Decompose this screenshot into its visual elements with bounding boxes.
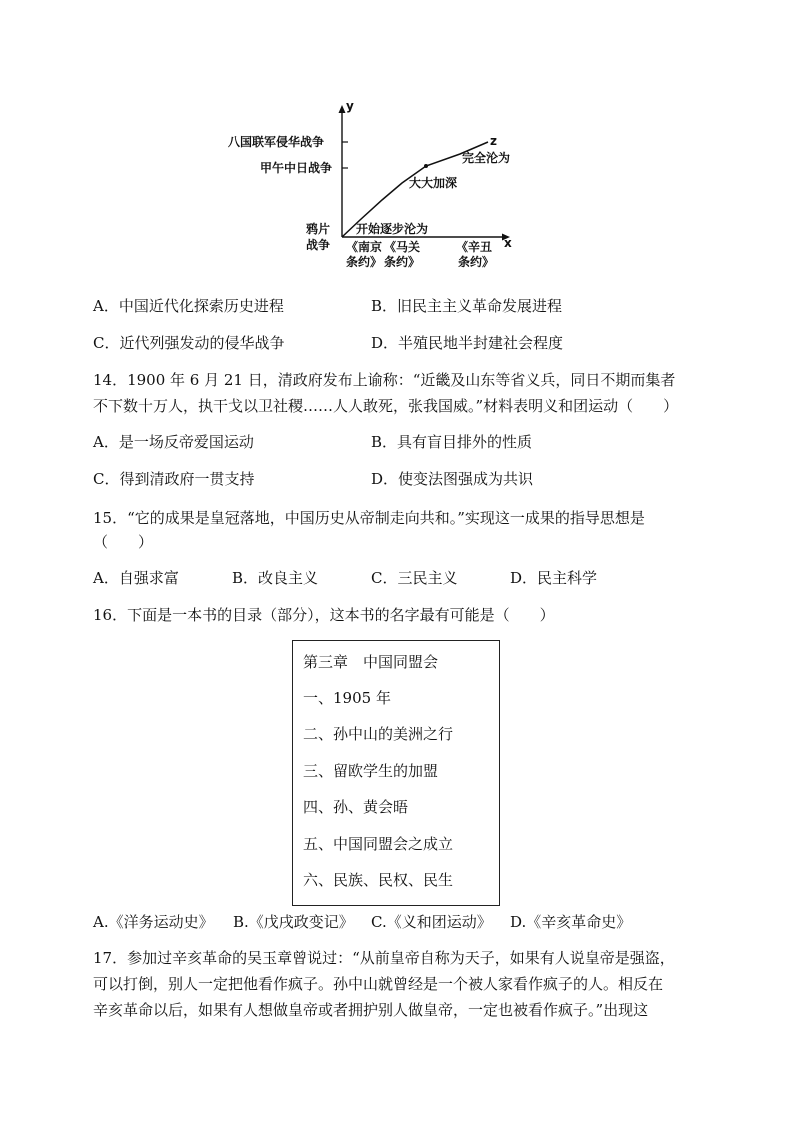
table-of-contents-box [292,640,500,906]
q15-stem-line-1: 15．“它的成果是皇冠落地，中国历史从帝制走向共和。”实现这一成果的指导思想是 [93,509,645,527]
toc-item: 六、民族、民权、民生 [303,871,454,889]
q16-stem: 16．下面是一本书的目录（部分），这本书的名字最有可能是（ ） [93,606,555,624]
x-label-maguan-2: 条约》 [384,255,421,269]
y-axis-arrow [339,105,346,113]
toc-item: 三、留欧学生的加盟 [303,762,439,780]
x-label-xinchou-1: 《辛丑 [456,240,493,254]
q15-option-b[interactable]: B．改良主义 [232,569,319,587]
q17-stem-line-2: 可以打倒，别人一定把他看作疯子。孙中山就曾经是一个被人家看作疯子的人。相反在 [93,975,664,993]
q13-option-b[interactable]: B．旧民主主义革命发展进程 [371,297,563,315]
q14-option-b[interactable]: B．具有盲目排外的性质 [371,433,533,451]
q14-stem-line-2: 不下数十万人，执干戈以卫社稷……人人敢死，张我国威。”材料表明义和团运动（ ） [93,397,679,415]
y-label-sino-japanese: 甲午中日战争 [260,161,333,175]
history-chart [228,95,520,275]
x-label-nanjing-2: 条约》 [346,255,383,269]
curve-end-label: z [490,134,497,148]
q17-stem-line-1: 17．参加过辛亥革命的吴玉章曾说过：“从前皇帝自称为天子，如果有人说皇帝是强盗， [93,949,675,967]
x-label-xinchou-2: 条约》 [458,255,495,269]
annotation-complete: 完全沦为 [462,151,511,165]
q15-stem-line-2: （ ） [93,533,154,551]
x-label-nanjing-1: 《南京 [346,240,383,254]
q13-option-c[interactable]: C．近代列强发动的侵华战争 [93,334,285,352]
toc-item: 二、孙中山的美洲之行 [303,725,454,743]
y-label-opium-1: 鸦片 [306,222,331,236]
annotation-start: 开始逐步沦为 [356,222,429,236]
q16-option-d[interactable]: D.《辛亥革命史》 [510,913,632,931]
annotation-deepen: 大大加深 [409,176,458,190]
toc-chapter-title: 第三章 中国同盟会 [303,653,439,671]
y-label-eight-nation: 八国联军侵华战争 [228,135,325,149]
q15-option-a[interactable]: A．自强求富 [93,569,179,587]
q14-option-d[interactable]: D．使变法图强成为共识 [371,470,534,488]
q13-option-d[interactable]: D．半殖民地半封建社会程度 [371,334,564,352]
q14-option-c[interactable]: C．得到清政府一贯支持 [93,470,255,488]
q17-stem-line-3: 辛亥革命以后，如果有人想做皇帝或者拥护别人做皇帝，一定也被看作疯子。”出现这 [93,1001,649,1019]
q15-option-d[interactable]: D．民主科学 [510,569,598,587]
q13-option-a[interactable]: A．中国近代化探索历史进程 [93,297,284,315]
x-axis-label: x [504,236,512,250]
q16-option-b[interactable]: B.《戊戌政变记》 [233,913,354,931]
x-label-maguan-1: 《马关 [384,240,421,254]
q16-option-a[interactable]: A.《洋务运动史》 [93,913,214,931]
toc-item: 一、1905 年 [303,689,391,707]
y-axis-label: y [346,99,354,113]
y-label-opium-2: 战争 [306,238,331,252]
q14-option-a[interactable]: A．是一场反帝爱国运动 [93,433,254,451]
curve-point [424,164,428,168]
toc-item: 四、孙、黄会晤 [303,798,409,816]
q16-option-c[interactable]: C.《义和团运动》 [371,913,492,931]
q14-stem-line-1: 14．1900 年 6 月 21 日，清政府发布上谕称：“近畿及山东等省义兵，同日不期而集者 [93,371,676,389]
toc-item: 五、中国同盟会之成立 [303,835,454,853]
q15-option-c[interactable]: C．三民主义 [371,569,458,587]
